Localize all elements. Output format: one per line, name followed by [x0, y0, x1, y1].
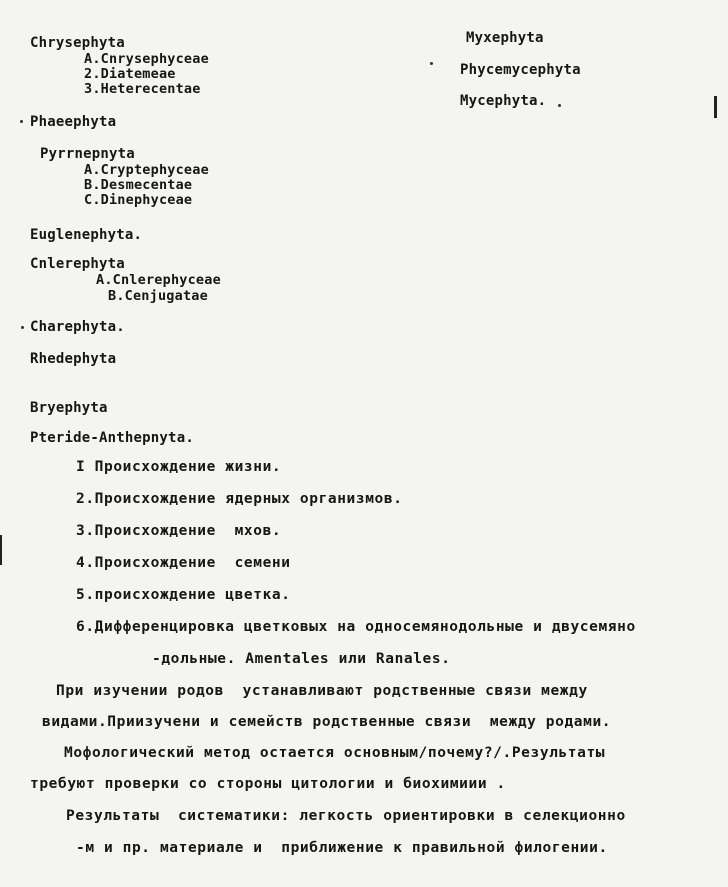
paragraph-line: Мофологический метод остается основным/почему?/.Результаты	[64, 745, 606, 761]
pyrrhophyta-item: A.Cryptephyceae	[84, 162, 209, 178]
heading-myxophyta: Myxephyta	[466, 30, 544, 46]
chrysophyta-item: 3.Heterecentae	[84, 81, 201, 97]
paragraph-line: видами.Приизучени и семейств родственные связи между родами.	[42, 714, 612, 730]
scan-speck	[21, 326, 24, 329]
scan-edge-mark	[714, 96, 717, 118]
list-item-origin-of-life: I Прoисхождениe жизни.	[76, 459, 282, 475]
scan-speck	[430, 62, 433, 65]
chlorophyta-item: B.Cenjugatae	[108, 288, 208, 304]
scan-speck	[20, 120, 23, 123]
list-item-continuation: -дольные. Amentales или Ranales.	[152, 651, 451, 667]
heading-pterido-anthophyta: Pteride-Anthepnyta.	[30, 430, 194, 446]
paragraph-line: -м и пр. материале и приближение к правильной филогении.	[76, 840, 608, 856]
heading-chlorophyta: Cnlerephyta	[30, 256, 125, 272]
heading-mycophyta: Mycephyta.	[460, 93, 547, 109]
chrysophyta-item: 2.Diatemeae	[84, 66, 176, 82]
paragraph-line: Результаты систематики: легкость ориентировки в селекционно	[66, 808, 626, 824]
heading-charophyta: Charephyta.	[30, 319, 125, 335]
list-item-origin-of-mosses: 3.Прoисхождение мхов.	[76, 523, 282, 539]
scan-edge-mark	[0, 535, 2, 565]
list-item-origin-of-flower: 5.прoисхoждение цветка.	[76, 587, 291, 603]
heading-euglenophyta: Euglenephyta.	[30, 227, 143, 243]
pyrrhophyta-item: B.Desmecentae	[84, 177, 193, 193]
heading-phycomycophyta: Phycemycephyta	[460, 62, 581, 78]
paragraph-line: требуют проверки со стороны цитологии и биохимиии .	[30, 776, 506, 792]
heading-phaeophyta: Phaeephyta	[30, 114, 117, 130]
pyrrhophyta-item: C.Dinephyceae	[84, 192, 193, 208]
paragraph-line: При изучении родов устанавливают родственные связи между	[56, 683, 588, 699]
heading-pyrrhophyta: Pyrrnepnyta	[40, 146, 135, 162]
list-item-origin-of-nuclear-organisms: 2.Происхoждение ядерных oрганизмов.	[76, 491, 403, 507]
list-item-origin-of-seed: 4.Происхождение семени	[76, 555, 291, 571]
chlorophyta-item: A.Cnlerephyceae	[96, 272, 221, 288]
chrysophyta-item: A.Cnrysephyceae	[84, 51, 209, 67]
scan-speck	[558, 104, 561, 107]
heading-bryophyta: Bryephyta	[30, 400, 108, 416]
heading-rhodophyta: Rhedephyta	[30, 351, 117, 367]
list-item-differentiation: 6.Дифференцирoвка цветковых на односемянодольные и двусемяно	[76, 619, 636, 635]
heading-chrysophyta: Chrysephyta	[30, 35, 125, 51]
